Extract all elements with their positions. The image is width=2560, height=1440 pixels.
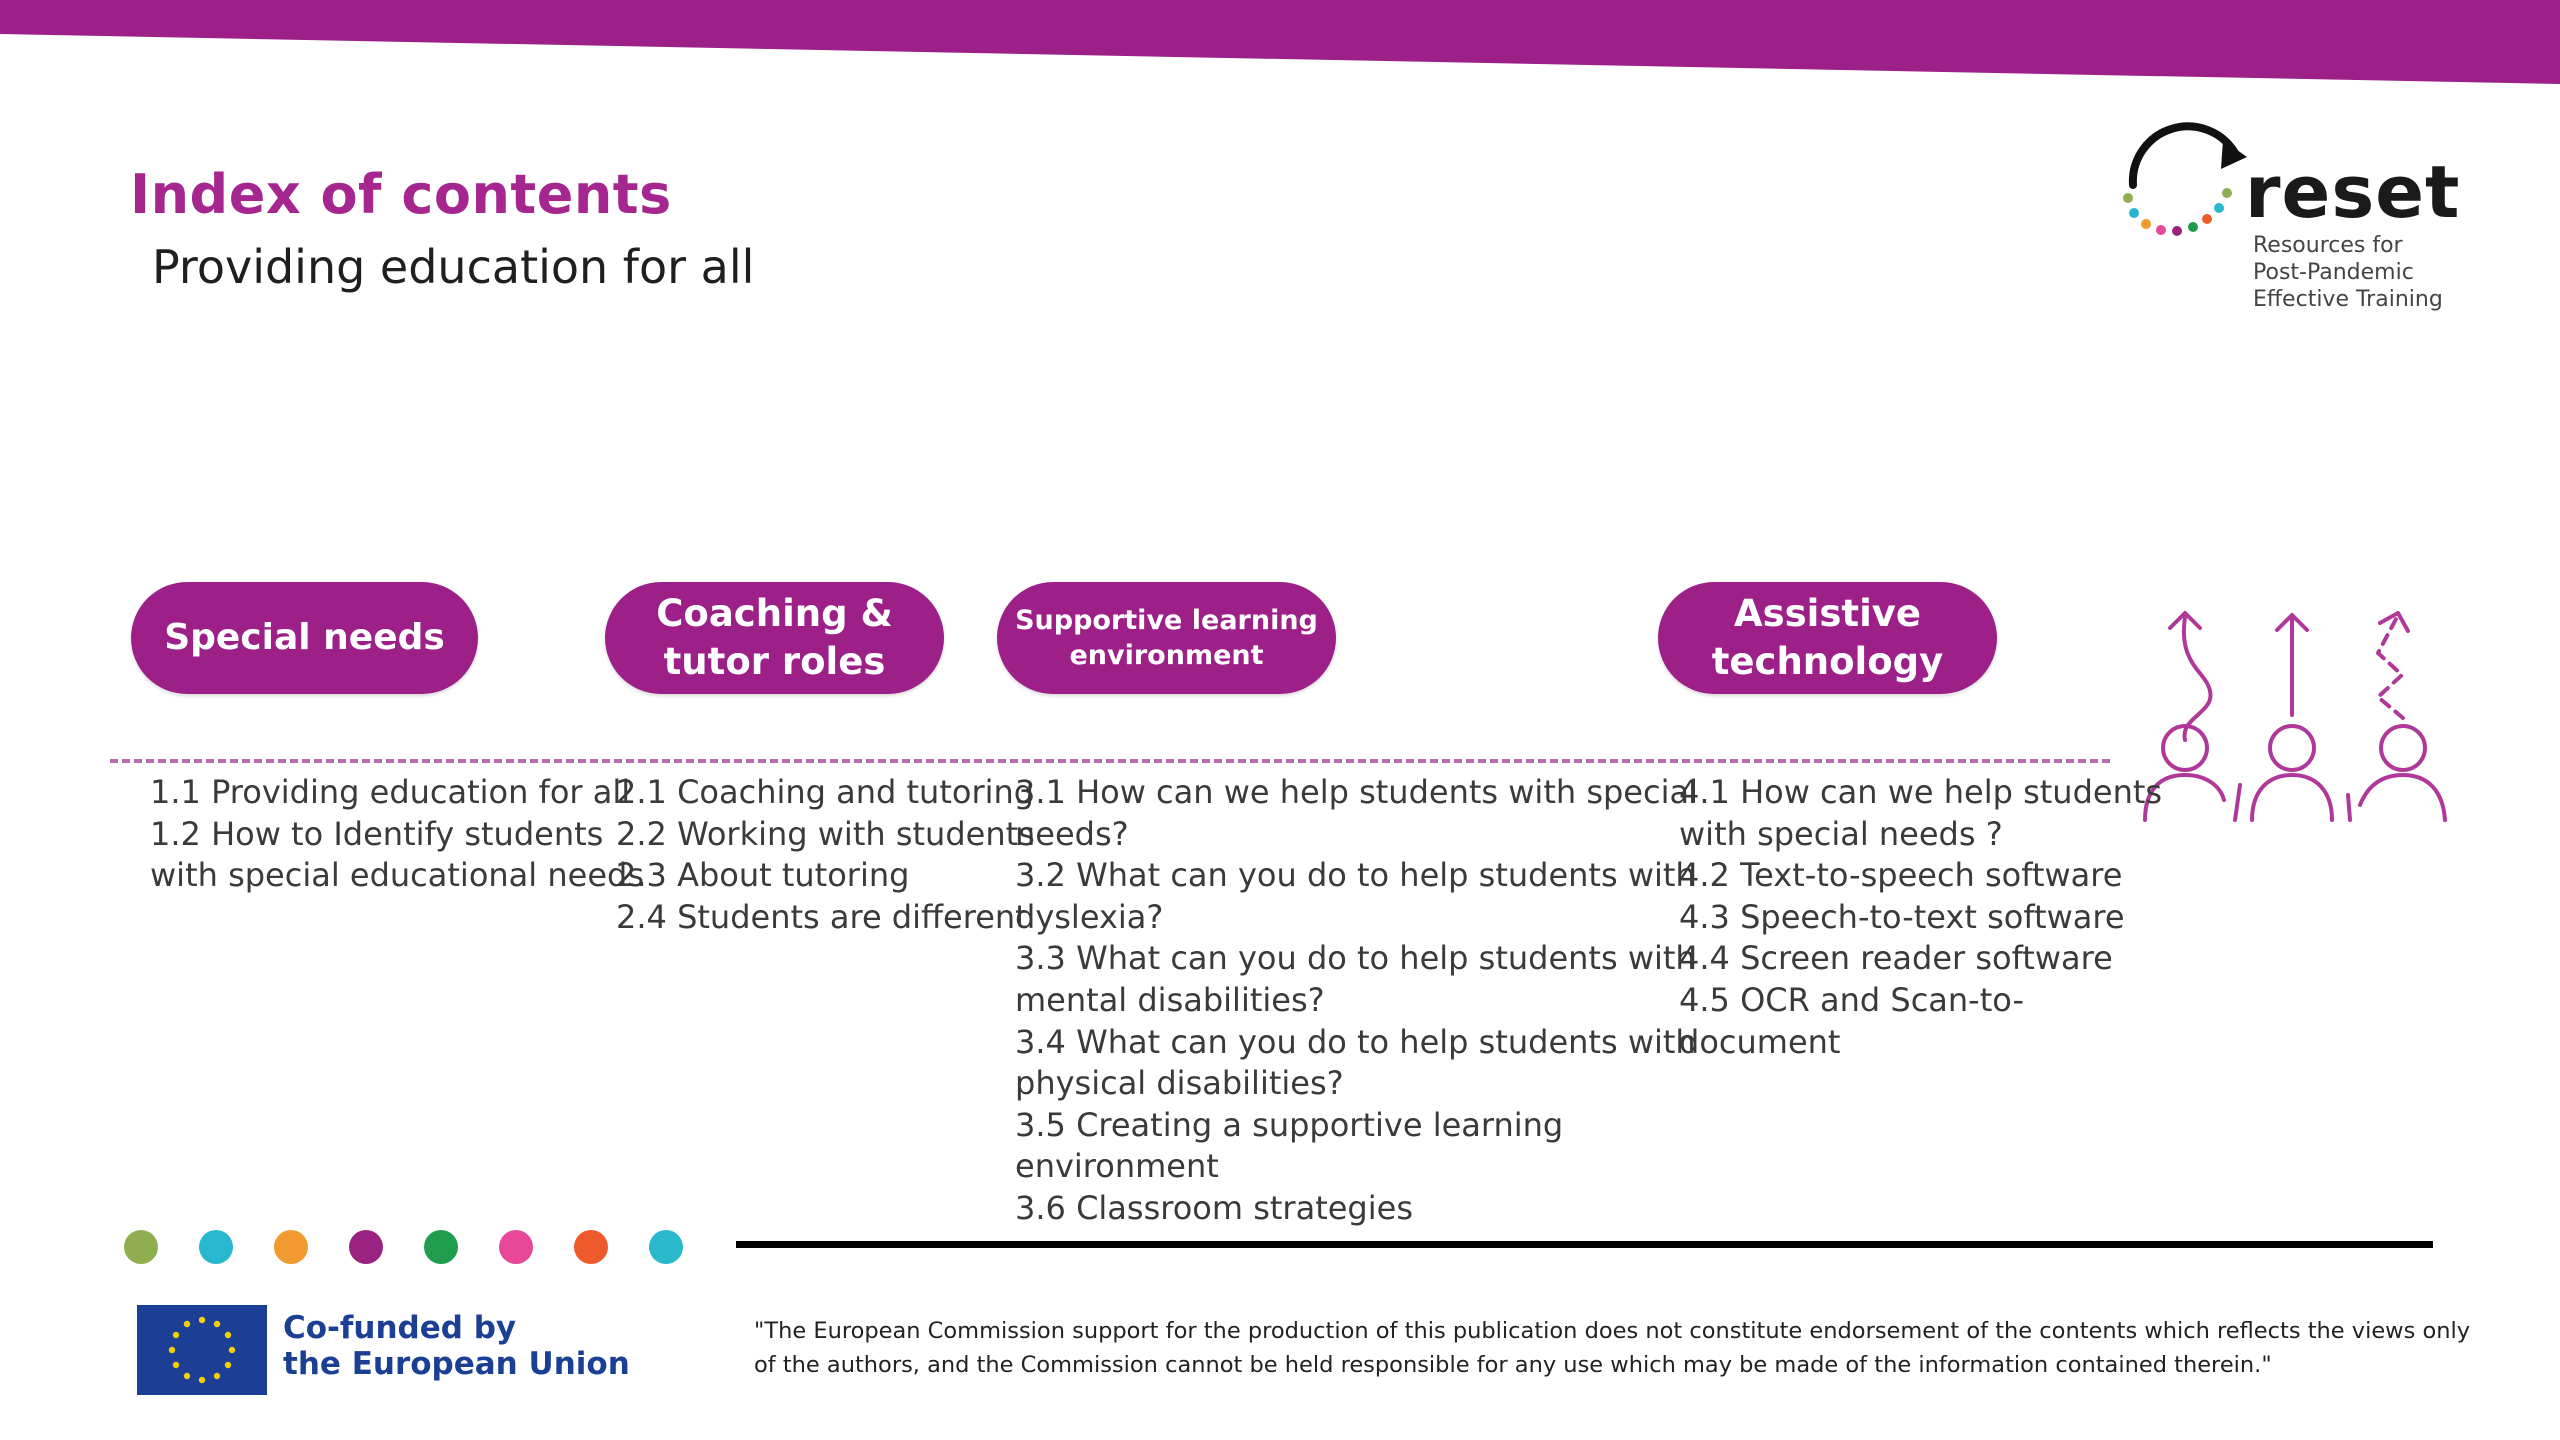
disclaimer-line-2: of the authors, and the Commission cannot be held responsible for any use which may be made of the information contained therein." <box>754 1352 2272 1378</box>
list-item[interactable]: 2.3 About tutoring <box>616 856 910 895</box>
section-pill-coaching[interactable]: Coaching & tutor roles <box>605 582 944 694</box>
logo-wordmark: reset <box>2245 150 2461 234</box>
list-item[interactable]: 2.4 Students are different <box>616 897 1028 936</box>
decorative-dot <box>199 1230 233 1264</box>
list-item[interactable]: 3.4 What can you do to help students with <box>1015 1022 1696 1061</box>
list-item[interactable]: 4.2 Text-to-speech software <box>1679 856 2123 895</box>
decorative-dot <box>274 1230 308 1264</box>
decorative-dot <box>574 1230 608 1264</box>
footer-rule <box>736 1241 2433 1248</box>
list-item[interactable]: 1.1 Providing education for all <box>150 773 631 811</box>
decorative-dots <box>124 1230 694 1266</box>
column-special-needs <box>150 772 644 897</box>
list-item[interactable]: 2.1 Coaching and tutoring <box>616 773 1035 811</box>
list-item[interactable]: 1.2 How to Identify students <box>150 814 604 853</box>
list-item[interactable]: with special educational needs <box>150 856 644 895</box>
decorative-dot <box>649 1230 683 1264</box>
top-banner <box>0 0 2560 90</box>
eu-flag-icon <box>137 1305 267 1395</box>
reset-logo-icon <box>2115 105 2265 240</box>
list-item[interactable]: physical disabilities? <box>1015 1064 1344 1103</box>
people-arrows-icon <box>2140 605 2455 830</box>
list-item[interactable]: 4.3 Speech-to-text software <box>1679 897 2125 936</box>
list-item[interactable]: with special needs ? <box>1679 814 2003 853</box>
list-item[interactable]: dyslexia? <box>1015 897 1164 936</box>
list-item[interactable]: 3.5 Creating a supportive learning <box>1015 1105 1564 1144</box>
cofunded-line-2: the European Union <box>283 1346 630 1382</box>
list-item[interactable]: 4.5 OCR and Scan-to- <box>1679 980 2024 1019</box>
page-subtitle: Providing education for all <box>152 240 755 294</box>
list-item[interactable]: needs? <box>1015 814 1129 853</box>
list-item[interactable]: mental disabilities? <box>1015 980 1325 1019</box>
logo-tagline-3: Effective Training <box>2253 287 2443 312</box>
list-item[interactable]: 3.1 How can we help students with special <box>1015 773 1698 811</box>
column-supportive-learning <box>1015 772 1698 1230</box>
list-item[interactable]: environment <box>1015 1147 1219 1186</box>
logo-tagline-1: Resources for <box>2253 233 2403 258</box>
logo-tagline-2: Post-Pandemic <box>2253 260 2414 285</box>
disclaimer-line-1: "The European Commission support for the production of this publication does not constitute endorsement of the contents which reflects the views only <box>754 1318 2471 1344</box>
section-divider <box>110 759 2110 763</box>
section-pill-special-needs[interactable]: Special needs <box>131 582 478 694</box>
section-pill-assistive-technology[interactable]: Assistive technology <box>1658 582 1997 694</box>
cofunded-line-1: Co-funded by <box>283 1310 517 1346</box>
list-item[interactable]: 3.6 Classroom strategies <box>1015 1188 1413 1227</box>
section-pill-supportive-learning[interactable]: Supportive learning environment <box>997 582 1336 694</box>
decorative-dot <box>499 1230 533 1264</box>
list-item[interactable]: 3.3 What can you do to help students with <box>1015 939 1696 978</box>
page-title: Index of contents <box>130 163 672 226</box>
decorative-dot <box>424 1230 458 1264</box>
column-coaching <box>616 772 1035 938</box>
list-item[interactable]: 4.1 How can we help students <box>1679 773 2163 811</box>
list-item[interactable]: 2.2 Working with students <box>616 814 1035 853</box>
decorative-dot <box>349 1230 383 1264</box>
list-item[interactable]: document <box>1679 1022 1841 1061</box>
column-assistive-technology <box>1679 772 2162 1063</box>
list-item[interactable]: 4.4 Screen reader software <box>1679 939 2113 978</box>
list-item[interactable]: 3.2 What can you do to help students with <box>1015 856 1696 895</box>
decorative-dot <box>124 1230 158 1264</box>
